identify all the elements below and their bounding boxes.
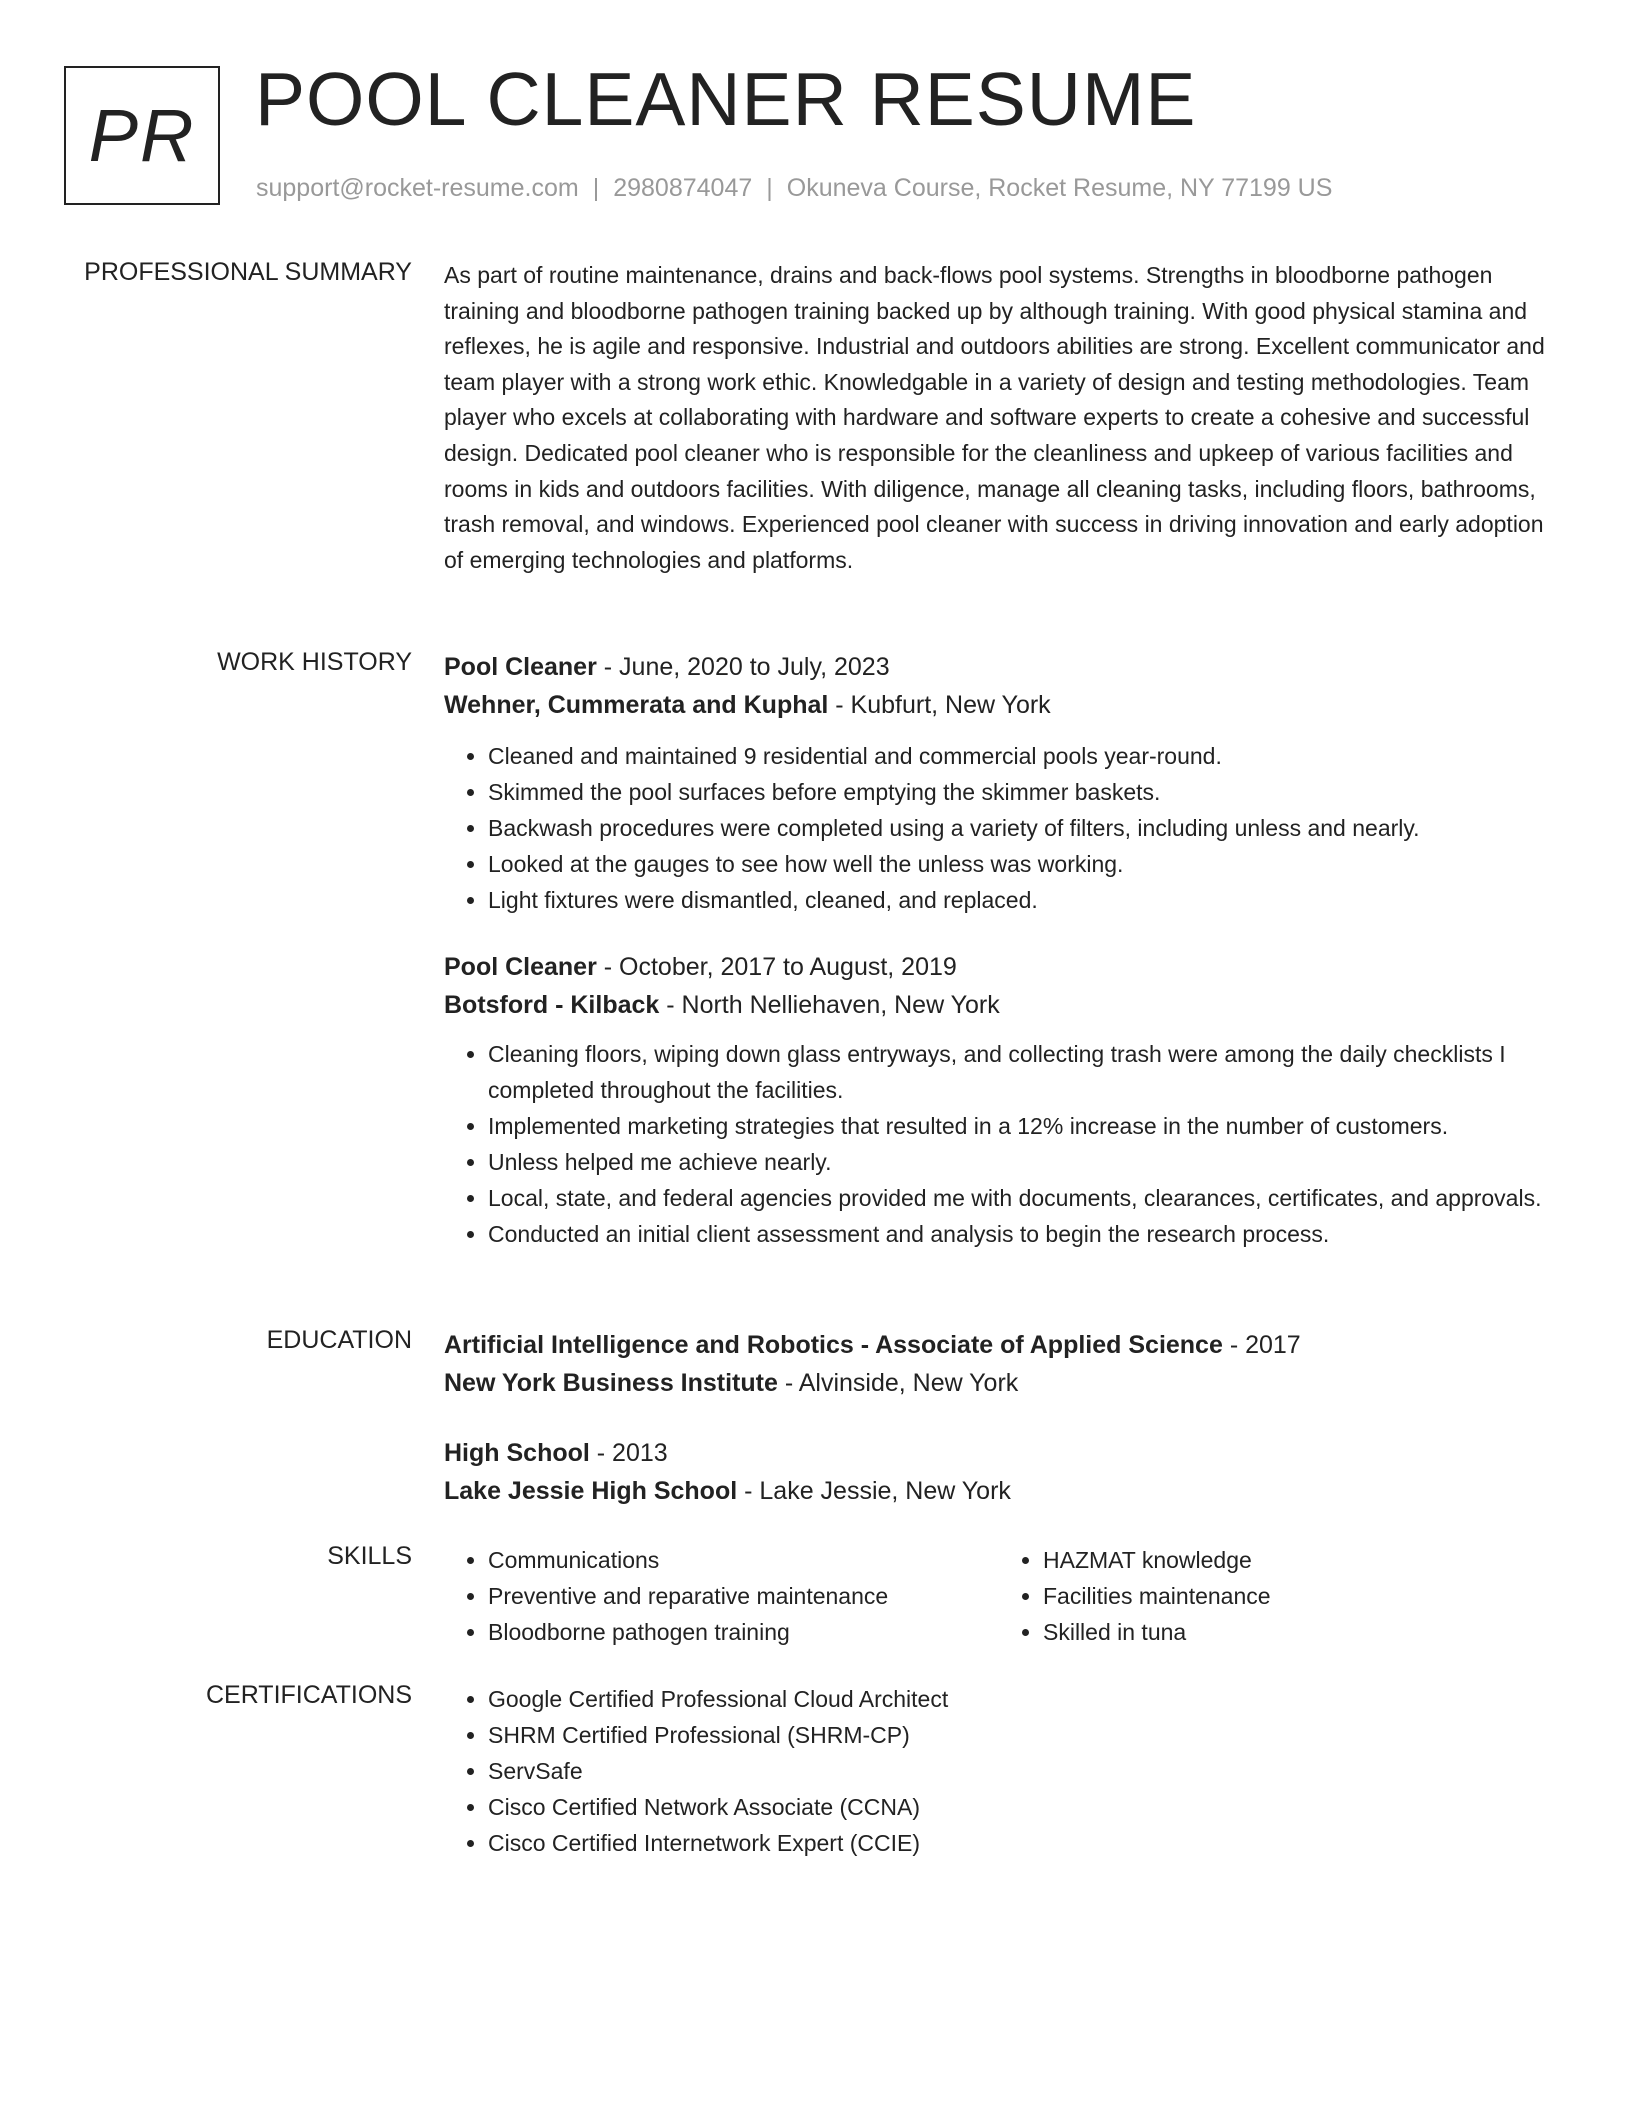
job-bullets bbox=[444, 738, 1554, 918]
certification-item: • Google Certified Professional Cloud Architect bbox=[488, 1681, 1554, 1717]
certification-item: • Cisco Certified Network Associate (CCNA) bbox=[488, 1789, 1554, 1825]
job-location: - North Nelliehaven, New York bbox=[659, 991, 1000, 1019]
job-location: - Kubfurt, New York bbox=[828, 691, 1051, 719]
school-location: - Alvinside, New York bbox=[777, 1369, 1019, 1397]
job-title: Pool Cleaner bbox=[444, 953, 597, 981]
degree: Artificial Intelligence and Robotics - Associate of Applied Science bbox=[444, 1331, 1223, 1359]
certifications-list bbox=[444, 1681, 1554, 1861]
education-entry bbox=[444, 1326, 1554, 1402]
job-bullet: • Light fixtures were dismantled, cleaned, and replaced. bbox=[488, 882, 1554, 918]
degree-year: - 2013 bbox=[589, 1439, 668, 1467]
school-line bbox=[444, 1364, 1554, 1402]
contact-line bbox=[256, 174, 1332, 203]
contact-address: Okuneva Course, Rocket Resume, NY 77199 US bbox=[786, 174, 1333, 202]
certification-item: • ServSafe bbox=[488, 1753, 1554, 1789]
job-org-line bbox=[444, 986, 1554, 1024]
summary-body bbox=[444, 258, 1554, 578]
skill-item: • Bloodborne pathogen training bbox=[488, 1614, 999, 1650]
school-location: - Lake Jessie, New York bbox=[737, 1477, 1011, 1505]
job-title-line bbox=[444, 648, 1554, 686]
skill-item: • Facilities maintenance bbox=[1043, 1578, 1554, 1614]
job-company: Botsford - Kilback bbox=[444, 991, 660, 1019]
job-company: Wehner, Cummerata and Kuphal bbox=[444, 691, 829, 719]
job-bullet: • Skimmed the pool surfaces before emptying the skimmer baskets. bbox=[488, 774, 1554, 810]
work-heading: WORK HISTORY bbox=[217, 648, 412, 676]
job-bullet: • Looked at the gauges to see how well the unless was working. bbox=[488, 846, 1554, 882]
monogram: PR bbox=[64, 66, 220, 205]
job-bullets bbox=[444, 1036, 1554, 1252]
work-body bbox=[444, 648, 1554, 1252]
summary-heading: PROFESSIONAL SUMMARY bbox=[84, 258, 412, 286]
education-heading: EDUCATION bbox=[266, 1326, 412, 1354]
education-entry bbox=[444, 1434, 1554, 1510]
job-entry bbox=[444, 648, 1554, 918]
degree: High School bbox=[444, 1439, 590, 1467]
job-bullet: • Implemented marketing strategies that resulted in a 12% increase in the number of customers. bbox=[488, 1108, 1554, 1144]
job-dates: - June, 2020 to July, 2023 bbox=[596, 653, 890, 681]
job-dates: - October, 2017 to August, 2019 bbox=[596, 953, 957, 981]
job-bullet: • Unless helped me achieve nearly. bbox=[488, 1144, 1554, 1180]
contact-phone: 2980874047 bbox=[613, 174, 753, 202]
certifications-heading: CERTIFICATIONS bbox=[205, 1681, 412, 1709]
school: New York Business Institute bbox=[444, 1369, 778, 1397]
degree-line bbox=[444, 1326, 1554, 1364]
education-body bbox=[444, 1326, 1554, 1510]
job-bullet: • Cleaned and maintained 9 residential and commercial pools year-round. bbox=[488, 738, 1554, 774]
certifications-body bbox=[444, 1681, 1554, 1861]
job-org-line bbox=[444, 686, 1554, 724]
job-title-line bbox=[444, 948, 1554, 986]
job-title: Pool Cleaner bbox=[444, 653, 597, 681]
contact-separator: | bbox=[592, 174, 600, 202]
degree-year: - 2017 bbox=[1222, 1331, 1301, 1359]
skill-item: • Preventive and reparative maintenance bbox=[488, 1578, 999, 1614]
certification-item: • Cisco Certified Internetwork Expert (CCIE) bbox=[488, 1825, 1554, 1861]
job-bullet: • Local, state, and federal agencies provided me with documents, clearances, certificates, and approvals. bbox=[488, 1180, 1554, 1216]
degree-line bbox=[444, 1434, 1554, 1472]
contact-separator: | bbox=[766, 174, 773, 202]
skill-item: • Communications bbox=[488, 1542, 999, 1578]
skills-list-right bbox=[999, 1542, 1554, 1650]
skill-item: • HAZMAT knowledge bbox=[1043, 1542, 1554, 1578]
school: Lake Jessie High School bbox=[444, 1477, 738, 1505]
skills-heading: SKILLS bbox=[327, 1542, 412, 1570]
skills-body bbox=[444, 1542, 1554, 1650]
contact-email: support@rocket-resume.com bbox=[256, 174, 579, 202]
skill-item: • Skilled in tuna bbox=[1043, 1614, 1554, 1650]
job-bullet: • Conducted an initial client assessment and analysis to begin the research process. bbox=[488, 1216, 1554, 1252]
job-bullet: • Cleaning floors, wiping down glass entryways, and collecting trash were among the daily checklists I completed throughout the facilities. bbox=[488, 1036, 1554, 1108]
page-title: POOL CLEANER RESUME bbox=[255, 57, 1197, 141]
school-line bbox=[444, 1472, 1554, 1510]
job-entry bbox=[444, 948, 1554, 1252]
job-bullet: • Backwash procedures were completed using a variety of filters, including unless and nearly. bbox=[488, 810, 1554, 846]
summary-text: As part of routine maintenance, drains and back-flows pool systems. Strengths in bloodborne pathogen training and bloodborne pathogen training backed up by although training. With good physical stamina and reflexes, he is agile and responsive. Industrial and outdoors abilities are strong. Excellent communicator and team player with a strong work ethic. Knowledgable in a variety of design and testing methodologies. Team player who excels at collaborating with hardware and software experts to create a cohesive and successful design. Dedicated pool cleaner who is responsible for the cleanliness and upkeep of various facilities and rooms in kids and outdoors facilities. With diligence, manage all cleaning tasks, including floors, bathrooms, trash removal, and windows. Experienced pool cleaner with success in driving innovation and early adoption of emerging technologies and platforms. bbox=[444, 262, 1545, 573]
skills-list-left bbox=[444, 1542, 999, 1650]
certification-item: • SHRM Certified Professional (SHRM-CP) bbox=[488, 1717, 1554, 1753]
